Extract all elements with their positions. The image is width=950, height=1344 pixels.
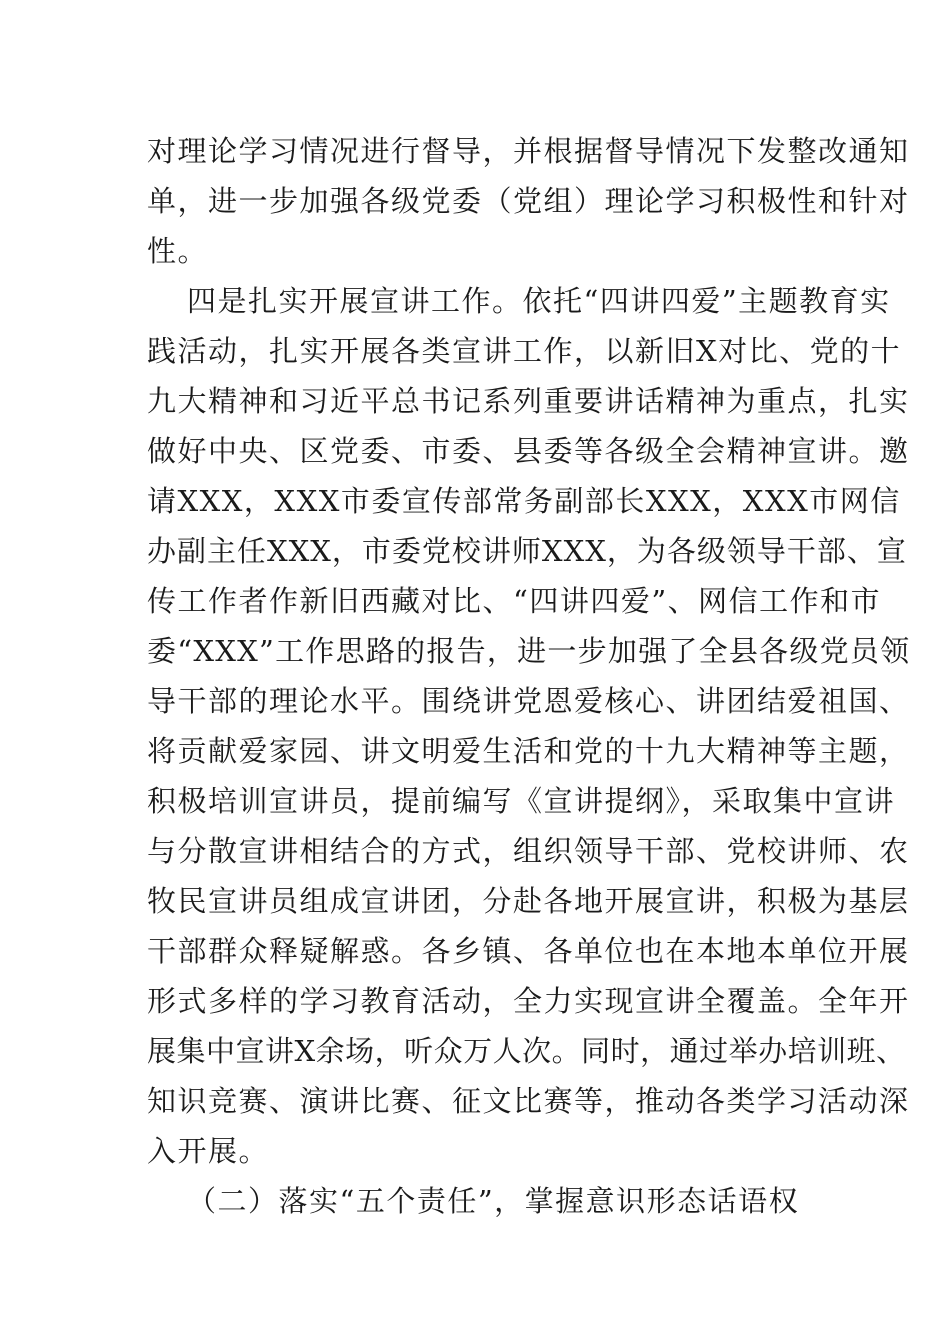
text-line: 请XXX，XXX市委宣传部常务副部长XXX，XXX市网信: [147, 484, 901, 518]
section-heading: （二）落实“五个责任”，掌握意识形态话语权: [187, 1184, 800, 1218]
text-line: 九大精神和习近平总书记系列重要讲话精神为重点，扎实: [147, 384, 910, 418]
text-line: 对理论学习情况进行督导，并根据督导情况下发整改通知: [147, 134, 910, 168]
text-line: 践活动，扎实开展各类宣讲工作，以新旧X对比、党的十: [147, 334, 902, 368]
text-line: 将贡献爱家园、讲文明爱生活和党的十九大精神等主题，: [147, 734, 910, 768]
text-line: 传工作者作新旧西藏对比、“四讲四爱”、网信工作和市: [147, 584, 882, 618]
text-line: 与分散宣讲相结合的方式，组织领导干部、党校讲师、农: [147, 834, 910, 868]
text-line: 导干部的理论水平。围绕讲党恩爱核心、讲团结爱祖国、: [147, 684, 910, 718]
text-line: 单，进一步加强各级党委（党组）理论学习积极性和针对: [147, 184, 910, 218]
text-line: 干部群众释疑解惑。各乡镇、各单位也在本地本单位开展: [147, 934, 910, 968]
text-line: 积极培训宣讲员，提前编写《宣讲提纲》，采取集中宣讲: [147, 784, 896, 818]
text-line: 牧民宣讲员组成宣讲团，分赴各地开展宣讲，积极为基层: [147, 884, 910, 918]
text-line: 委“XXX”工作思路的报告，进一步加强了全县各级党员领: [147, 634, 911, 668]
text-line: 入开展。: [147, 1134, 270, 1168]
text-line: 知识竞赛、演讲比赛、征文比赛等，推动各类学习活动深: [147, 1084, 910, 1118]
paragraph-start-line: 四是扎实开展宣讲工作。依托“四讲四爱”主题教育实: [187, 284, 891, 318]
text-line: 办副主任XXX，市委党校讲师XXX，为各级领导干部、宣: [147, 534, 907, 568]
text-line: 性。: [147, 234, 209, 268]
text-line: 做好中央、区党委、市委、县委等各级全会精神宣讲。邀: [147, 434, 910, 468]
text-line: 展集中宣讲X余场，听众万人次。同时，通过举办培训班、: [147, 1034, 906, 1068]
text-line: 形式多样的学习教育活动，全力实现宣讲全覆盖。全年开: [147, 984, 910, 1018]
